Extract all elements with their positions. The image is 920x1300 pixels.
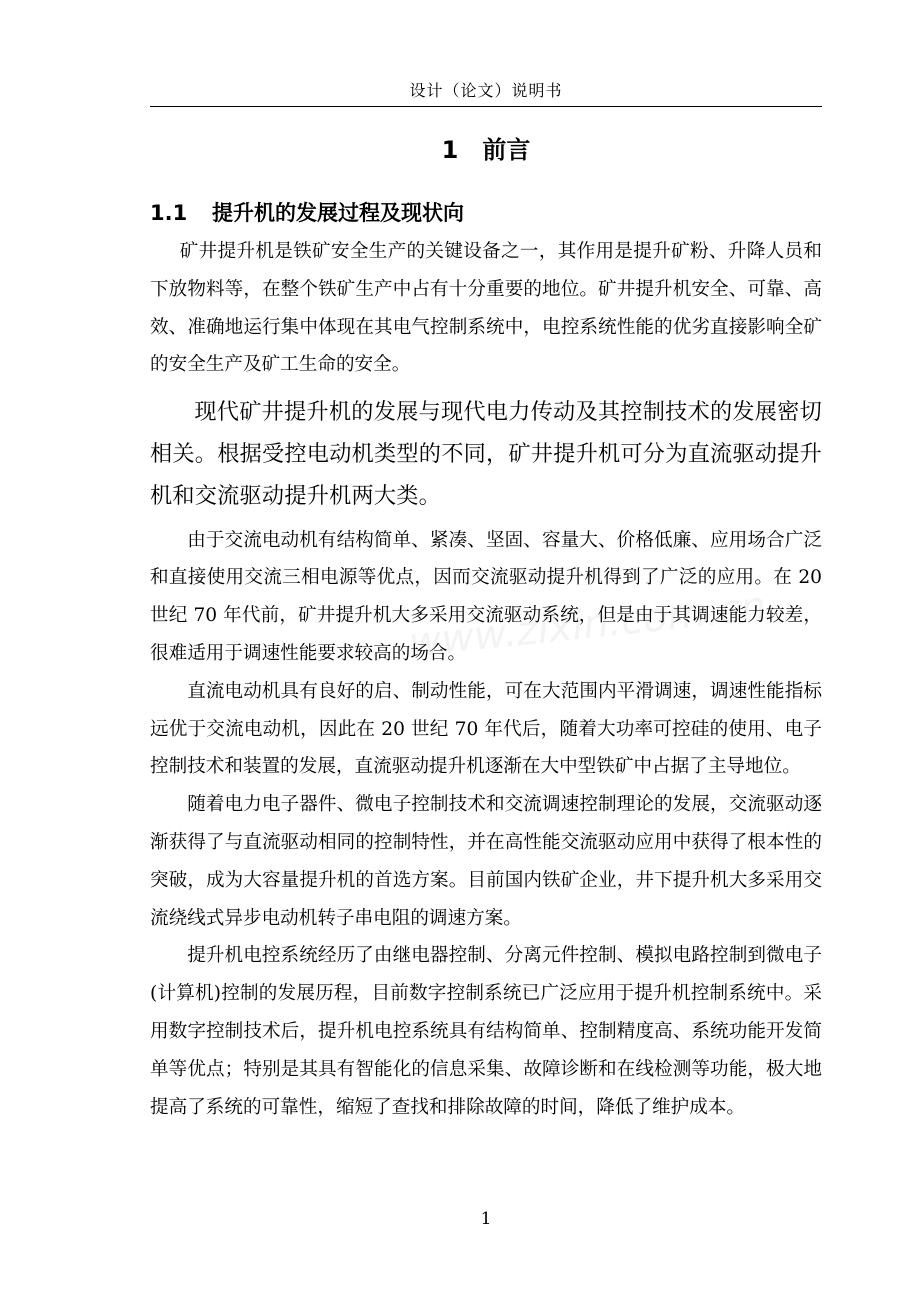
chapter-heading [150,133,822,167]
chapter-number: 1 [441,136,459,164]
paragraph: 现代矿井提升机的发展与现代电力传动及其控制技术的发展密切相关。根据受控电动机类型的不同，矿井提升机可分为直流驱动提升机和交流驱动提升机两大类。 [150,399,822,509]
paragraph: 直流电动机具有良好的启、制动性能，可在大范围内平滑调速，调速性能指标远优于交流电动机，因此在 20 世纪 70 年代后，随着大功率可控硅的使用、电子控制技术和装置的发展，直流驱动提升机逐渐在大中型铁矿中占据了主导地位。 [150,680,822,778]
section-heading [150,197,822,229]
section-number: 1.1 [150,201,188,225]
chapter-title: 前言 [482,136,531,164]
body-text [150,233,822,1126]
paragraph: 由于交流电动机有结构简单、紧凑、坚固、容量大、价格低廉、应用场合广泛和直接使用交流三相电源等优点，因而交流驱动提升机得到了广泛的应用。在 20 世纪 70 年代前，矿井提升机大多采用交流驱动系统，但是由于其调速能力较差，很难适用于调速性能要求较高的场合。 [150,529,822,664]
header-divider [150,106,822,107]
running-header: 设计（论文）说明书 [409,81,563,100]
paragraph: 提升机电控系统经历了由继电器控制、分离元件控制、模拟电路控制到微电子(计算机)控制的发展历程，目前数字控制系统已广泛应用于提升机控制系统中。采用数字控制技术后，提升机电控系统具有结构简单、控制精度高、系统功能开发简单等优点；特别是其具有智能化的信息采集、故障诊断和在线检测等功能，极大地提高了系统的可靠性，缩短了查找和排除故障的时间，降低了维护成本。 [150,945,822,1118]
paragraph: 随着电力电子器件、微电子控制技术和交流调速控制理论的发展，交流驱动逐渐获得了与直流驱动相同的控制特性，并在高性能交流驱动应用中获得了根本性的突破，成为大容量提升机的首选方案。目前国内铁矿企业，井下提升机大多采用交流绕线式异步电动机转子串电阻的调速方案。 [150,794,822,929]
page-number: 1 [480,1209,492,1229]
section-title: 提升机的发展过程及现状向 [212,201,464,225]
paragraph: 矿井提升机是铁矿安全生产的关键设备之一，其作用是提升矿粉、升降人员和下放物料等，在整个铁矿生产中占有十分重要的地位。矿井提升机安全、可靠、高效、准确地运行集中体现在其电气控制系统中，电控系统性能的优劣直接影响全矿的安全生产及矿工生命的安全。 [150,241,822,376]
